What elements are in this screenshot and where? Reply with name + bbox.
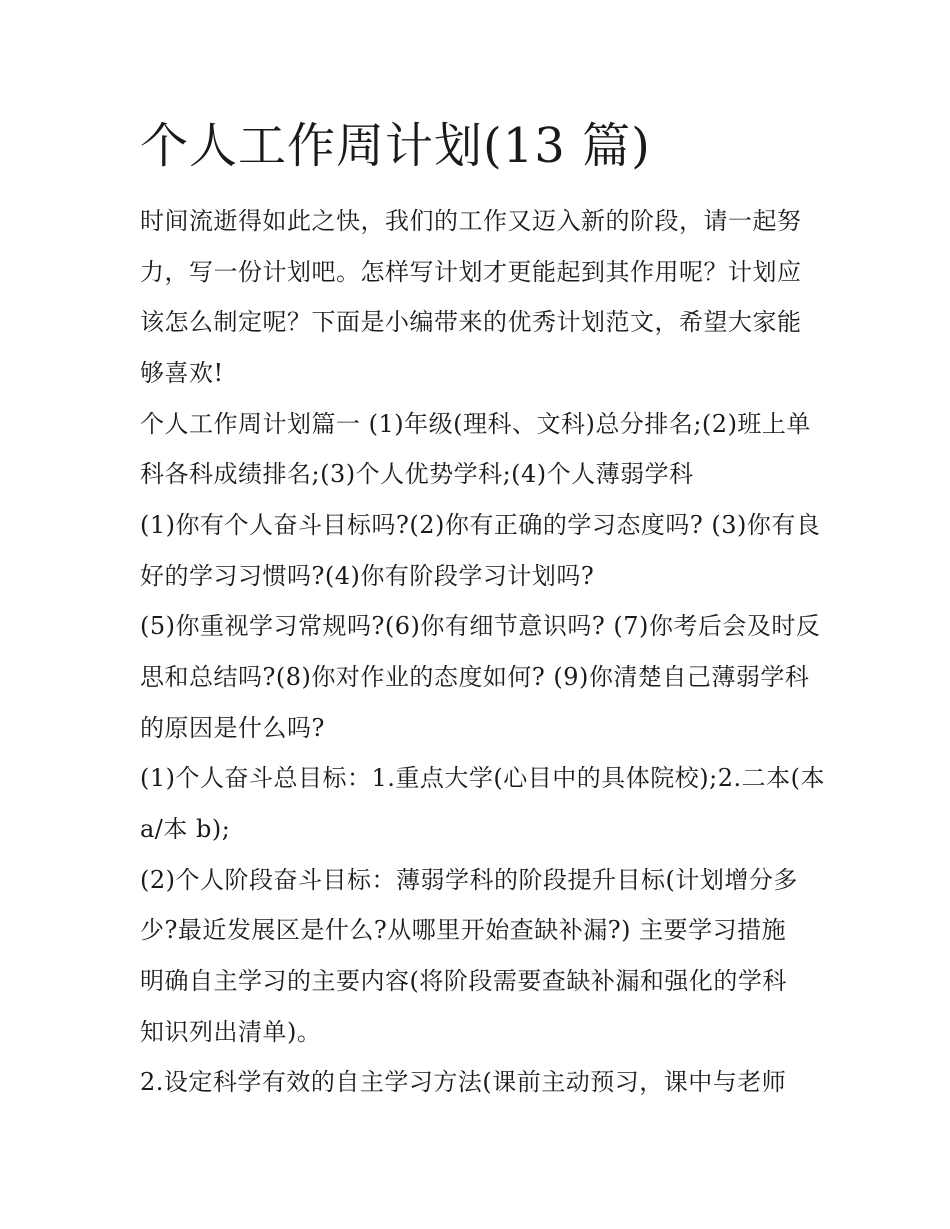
text-line: 知识列出清单)。	[140, 1018, 322, 1046]
text-line: 思和总结吗?(8)你对作业的态度如何? (9)你清楚自己薄弱学科	[140, 663, 810, 691]
text-line: (2)个人阶段奋斗目标：薄弱学科的阶段提升目标(计划增分多	[140, 866, 798, 894]
text-line: 2.设定科学有效的自主学习方法(课前主动预习，课中与老师	[140, 1068, 787, 1096]
text-line: a/本 b);	[140, 815, 231, 843]
text-line: 科各科成绩排名;(3)个人优势学科;(4)个人薄弱学科	[140, 460, 694, 488]
text-line: 的原因是什么吗?	[140, 714, 325, 742]
text-line: 明确自主学习的主要内容(将阶段需要查缺补漏和强化的学科	[140, 967, 787, 995]
text-line: 个人工作周计划篇一 (1)年级(理科、文科)总分排名;(2)班上单	[140, 410, 811, 438]
page-title: 个人工作周计划(13 篇)	[140, 118, 651, 174]
text-line: 少?最近发展区是什么?从哪里开始查缺补漏?) 主要学习措施	[140, 916, 787, 944]
text-line: 力，写一份计划吧。怎样写计划才更能起到其作用呢？计划应	[140, 258, 802, 286]
text-line: 够喜欢!	[140, 359, 224, 387]
text-line: 好的学习习惯吗?(4)你有阶段学习计划吗?	[140, 562, 595, 590]
text-line: 时间流逝得如此之快，我们的工作又迈入新的阶段，请一起努	[140, 207, 802, 235]
text-line: (1)你有个人奋斗目标吗?(2)你有正确的学习态度吗? (3)你有良	[140, 511, 821, 539]
text-line: 该怎么制定呢？下面是小编带来的优秀计划范文，希望大家能	[140, 308, 802, 336]
text-line: (1)个人奋斗总目标：1.重点大学(心目中的具体院校);2.二本(本	[140, 764, 825, 792]
text-line: (5)你重视学习常规吗?(6)你有细节意识吗? (7)你考后会及时反	[140, 612, 821, 640]
